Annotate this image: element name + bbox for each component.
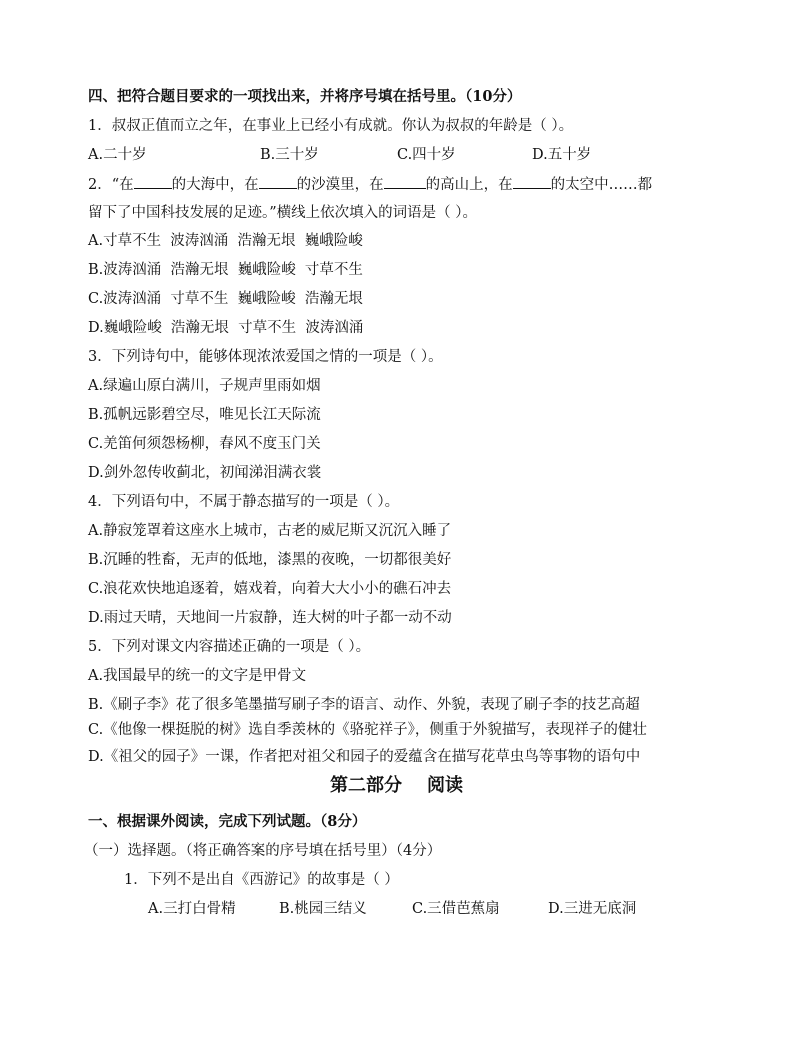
stem-part: 的太空中……都 — [550, 177, 653, 193]
stem-part: 的大海中，在 — [171, 177, 259, 193]
option-d: D.《祖父的园子》一课，作者把对祖父和园子的爱蕴含在描写花草虫鸟等事物的语句中 — [88, 749, 641, 765]
option-b: B.波涛汹涌 浩瀚无垠 巍峨险峻 寸草不生 — [88, 262, 363, 278]
question-5-stem: 5．下列对课文内容描述正确的一项是（ ）。 — [88, 639, 371, 655]
option-b: B.桃园三结义 — [279, 901, 367, 917]
option-c: C.浪花欢快地追逐着，嬉戏着，向着大大小小的礁石冲去 — [88, 581, 452, 597]
stem-part: 的高山上，在 — [425, 177, 513, 193]
option-c: C.波涛汹涌 寸草不生 巍峨险峻 浩瀚无垠 — [88, 291, 363, 307]
option-a: A.我国最早的统一的文字是甲骨文 — [88, 668, 307, 684]
option-d: D.五十岁 — [532, 147, 592, 163]
option-c: C.羌笛何须怨杨柳，春风不度玉门关 — [88, 436, 321, 452]
question-3-stem: 3．下列诗句中，能够体现浓浓爱国之情的一项是（ ）。 — [88, 349, 443, 365]
option-d: D.雨过天晴，天地间一片寂静，连大树的叶子都一动不动 — [88, 610, 452, 626]
stem-part: 2．“在 — [88, 177, 134, 193]
option-b: B.《刷子李》花了很多笔墨描写刷子李的语言、动作、外貌，表现了刷子李的技艺高超 — [88, 697, 640, 713]
question-2-stem-line2: 留下了中国科技发展的足迹。”横线上依次填入的词语是（ ）。 — [88, 205, 478, 221]
question-4-stem: 4．下列语句中，不属于静态描写的一项是（ ）。 — [88, 494, 400, 510]
question-2-stem — [88, 174, 652, 195]
answer-blank — [259, 174, 297, 189]
subsection-title: （一）选择题。（将正确答案的序号填在括号里）（4分） — [84, 843, 442, 859]
option-a: A.寸草不生 波涛汹涌 浩瀚无垠 巍峨险峻 — [88, 233, 363, 249]
part-heading: 第二部分 阅读 — [329, 775, 464, 796]
option-b: B.沉睡的牲畜，无声的低地，漆黑的夜晚，一切都很美好 — [88, 552, 452, 568]
question-1-stem: 1．叔叔正值而立之年，在事业上已经小有成就。你认为叔叔的年龄是（ ）。 — [88, 118, 574, 134]
option-c: C.四十岁 — [397, 147, 456, 163]
option-b: B.孤帆远影碧空尽，唯见长江天际流 — [88, 407, 321, 423]
option-a: A.三打白骨精 — [148, 901, 236, 917]
option-a: A.二十岁 — [88, 147, 147, 163]
option-d: D.剑外忽传收蓟北，初闻涕泪满衣裳 — [88, 465, 322, 481]
answer-blank — [134, 174, 172, 189]
option-d: D.巍峨险峻 浩瀚无垠 寸草不生 波涛汹涌 — [88, 320, 364, 336]
option-b: B.三十岁 — [260, 147, 319, 163]
answer-blank — [384, 174, 426, 189]
question-1-stem: 1．下列不是出自《西游记》的故事是（ ） — [124, 872, 399, 888]
option-a: A.绿遍山原白满川，子规声里雨如烟 — [88, 378, 321, 394]
answer-blank — [513, 174, 551, 189]
section-title: 一、根据课外阅读，完成下列试题。（8分） — [88, 813, 367, 830]
option-a: A.静寂笼罩着这座水上城市，古老的威尼斯又沉沉入睡了 — [88, 523, 452, 539]
option-d: D.三进无底洞 — [548, 901, 637, 917]
option-c: C.《他像一棵挺脱的树》选自季羡林的《骆驼祥子》，侧重于外貌描写，表现祥子的健壮 — [88, 722, 647, 738]
section-title: 四、把符合题目要求的一项找出来，并将序号填在括号里。（10分） — [88, 88, 522, 105]
option-c: C.三借芭蕉扇 — [412, 901, 500, 917]
stem-part: 的沙漠里，在 — [296, 177, 384, 193]
